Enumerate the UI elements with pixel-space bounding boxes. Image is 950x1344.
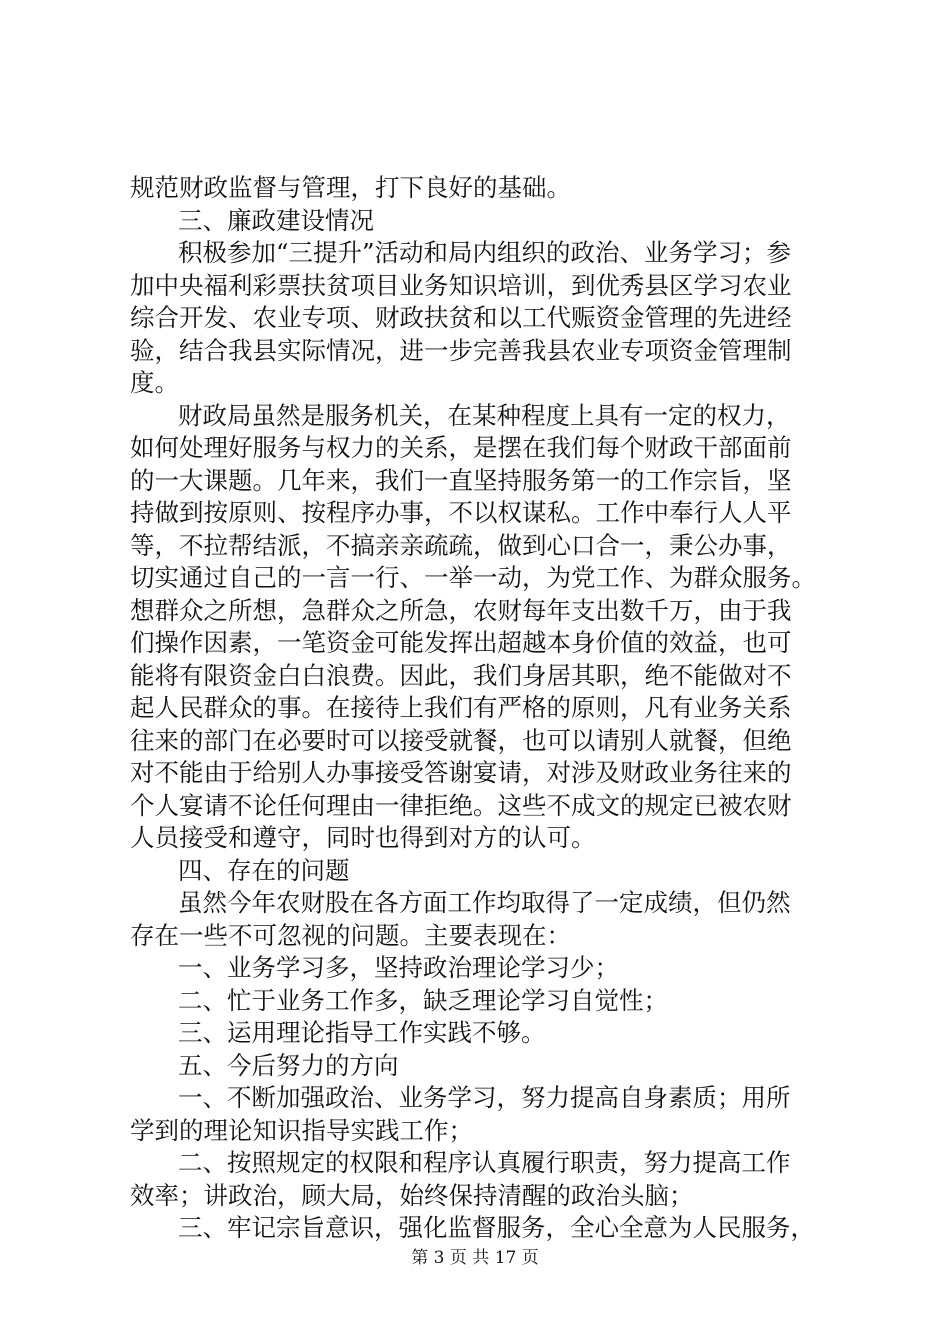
list-item: 一、业务学习多，坚持政治理论学习少； xyxy=(178,953,619,982)
text-line: 规范财政监督与管理，打下良好的基础。 xyxy=(130,173,571,202)
text-line: 学到的理论知识指导实践工作； xyxy=(130,1115,473,1145)
list-item: 三、运用理论指导工作实践不够。 xyxy=(178,1018,546,1047)
list-item: 一、不断加强政治、业务学习，努力提高自身素质；用所 xyxy=(178,1083,791,1112)
text-line: 等，不拉帮结派，不搞亲亲疏疏，做到心口合一，秉公办事， xyxy=(130,530,792,560)
text-line: 的一大课题。几年来，我们一直坚持服务第一的工作宗旨，坚 xyxy=(130,465,792,495)
text-line: 积极参加“三提升”活动和局内组织的政治、业务学习；参 xyxy=(178,238,792,267)
text-line: 往来的部门在必要时可以接受就餐，也可以请别人就餐，但绝 xyxy=(130,725,792,755)
text-line: 们操作因素，一笔资金可能发挥出超越本身价值的效益，也可 xyxy=(130,628,792,657)
text-line: 起人民群众的事。在接待上我们有严格的原则，凡有业务关系 xyxy=(130,693,792,722)
text-line: 人员接受和遵守，同时也得到对方的认可。 xyxy=(130,823,596,852)
text-line: 验，结合我县实际情况，进一步完善我县农业专项资金管理制 xyxy=(130,335,792,365)
text-line: 想群众之所想，急群众之所急，农财每年支出数千万，由于我 xyxy=(130,595,792,625)
text-line: 度。 xyxy=(130,368,179,397)
text-line: 虽然今年农财股在各方面工作均取得了一定成绩，但仍然 xyxy=(178,888,791,917)
section-heading: 三、廉政建设情况 xyxy=(178,205,374,235)
list-item: 二、忙于业务工作多，缺乏理论学习自觉性； xyxy=(178,985,668,1015)
text-line: 个人宴请不论任何理由一律拒绝。这些不成文的规定已被农财 xyxy=(130,790,792,820)
text-line: 存在一些不可忽视的问题。主要表现在： xyxy=(130,920,571,950)
section-heading: 四、存在的问题 xyxy=(178,855,350,885)
page-number-footer: 第 3 页 共 17 页 xyxy=(411,1248,539,1268)
text-line: 财政局虽然是服务机关，在某种程度上具有一定的权力， xyxy=(178,400,791,430)
text-line: 能将有限资金白白浪费。因此，我们身居其职，绝不能做对不 xyxy=(130,660,792,690)
document-body xyxy=(130,172,830,1245)
list-item: 二、按照规定的权限和程序认真履行职责，努力提高工作 xyxy=(178,1148,791,1177)
text-line: 综合开发、农业专项、财政扶贫和以工代赈资金管理的先进经 xyxy=(130,303,792,332)
section-heading: 五、今后努力的方向 xyxy=(178,1050,399,1080)
list-item: 三、牢记宗旨意识，强化监督服务，全心全意为人民服务， xyxy=(178,1213,815,1242)
text-line: 对不能由于给别人办事接受答谢宴请，对涉及财政业务往来的 xyxy=(130,758,792,787)
text-line: 加中央福利彩票扶贫项目业务知识培训，到优秀县区学习农业 xyxy=(130,270,792,300)
text-line: 如何处理好服务与权力的关系，是摆在我们每个财政干部面前 xyxy=(130,433,792,462)
text-line: 效率；讲政治，顾大局，始终保持清醒的政治头脑； xyxy=(130,1180,694,1210)
text-line: 持做到按原则、按程序办事，不以权谋私。工作中奉行人人平 xyxy=(130,498,792,527)
text-line: 切实通过自己的一言一行、一举一动，为党工作、为群众服务。 xyxy=(130,563,816,592)
